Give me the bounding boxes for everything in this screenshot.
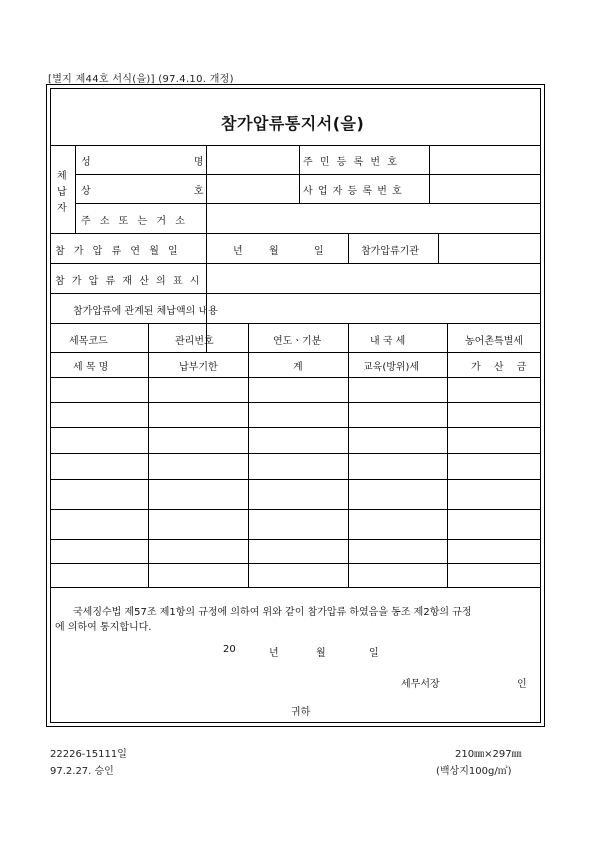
col-education-tax: 교육(방위)세 [363, 362, 420, 373]
taxpayer-group-label [57, 169, 69, 217]
seal-mark: 인 [517, 679, 527, 690]
seizure-date-month-unit: 월 [269, 246, 279, 257]
notice-form [46, 84, 545, 727]
approval-date: 97.2.27. 승인 [50, 766, 114, 777]
notice-text-line-2: 에 의하여 통지합니다. [55, 622, 152, 633]
seizure-date-day-unit: 일 [314, 246, 324, 257]
col-tax-name: 세 목 명 [73, 362, 109, 373]
col-management-no: 관리번호 [175, 336, 214, 347]
paper-spec: (백상지100g/㎡) [436, 766, 512, 777]
seizure-date-label: 참 가 압 류 연 월 일 [55, 246, 181, 257]
form-number: 22226-15111일 [50, 749, 127, 760]
notice-date-year-unit: 년 [269, 648, 279, 659]
notice-date-month-unit: 월 [316, 648, 326, 659]
taxpayer-label-char: 체 [57, 171, 67, 182]
notice-date-day-unit: 일 [369, 648, 379, 659]
form-header-note: [별지 제44호 서식(을)] (97.4.10. 개정) [48, 74, 234, 85]
name-label: 성 명 [81, 157, 204, 168]
col-rural-special-tax: 농어촌특별세 [465, 336, 523, 347]
seized-property-label: 참 가 압 류 재 산 의 표 시 [55, 276, 202, 287]
notice-date-year: 20 [223, 644, 236, 655]
address-label: 주 소 또 는 거 소 [81, 216, 188, 227]
seizure-agency-label: 참가압류기관 [361, 246, 419, 257]
col-due-date: 납부기한 [179, 362, 218, 373]
col-year-period: 연도ㆍ기분 [273, 336, 322, 347]
resident-no-label: 주 민 등 록 번 호 [303, 157, 399, 168]
business-name-label: 상 호 [81, 186, 204, 197]
taxpayer-label-char: 자 [57, 203, 67, 214]
addressee-suffix: 귀하 [291, 707, 311, 718]
notice-text-line-1: 국세징수법 제57조 제1항의 규정에 의하여 위와 같이 참가압류 하였음을 동조 제2항의 규정 [73, 607, 472, 618]
col-total: 계 [293, 362, 303, 373]
taxpayer-label-char: 납 [57, 187, 67, 198]
arrears-section-title: 참가압류에 관계된 체납액의 내용 [73, 306, 218, 317]
business-reg-no-label: 사 업 자 등 록 번 호 [303, 186, 403, 197]
col-penalty: 가 산 금 [471, 362, 527, 373]
form-inner-border [50, 88, 541, 723]
signer-title: 세무서장 [401, 679, 440, 690]
paper-size: 210㎜×297㎜ [455, 749, 522, 760]
seizure-date-year-unit: 년 [233, 246, 243, 257]
form-title: 참가압류통지서(을) [221, 114, 365, 133]
col-tax-code: 세목코드 [69, 336, 108, 347]
col-domestic-tax: 내 국 세 [370, 336, 406, 347]
